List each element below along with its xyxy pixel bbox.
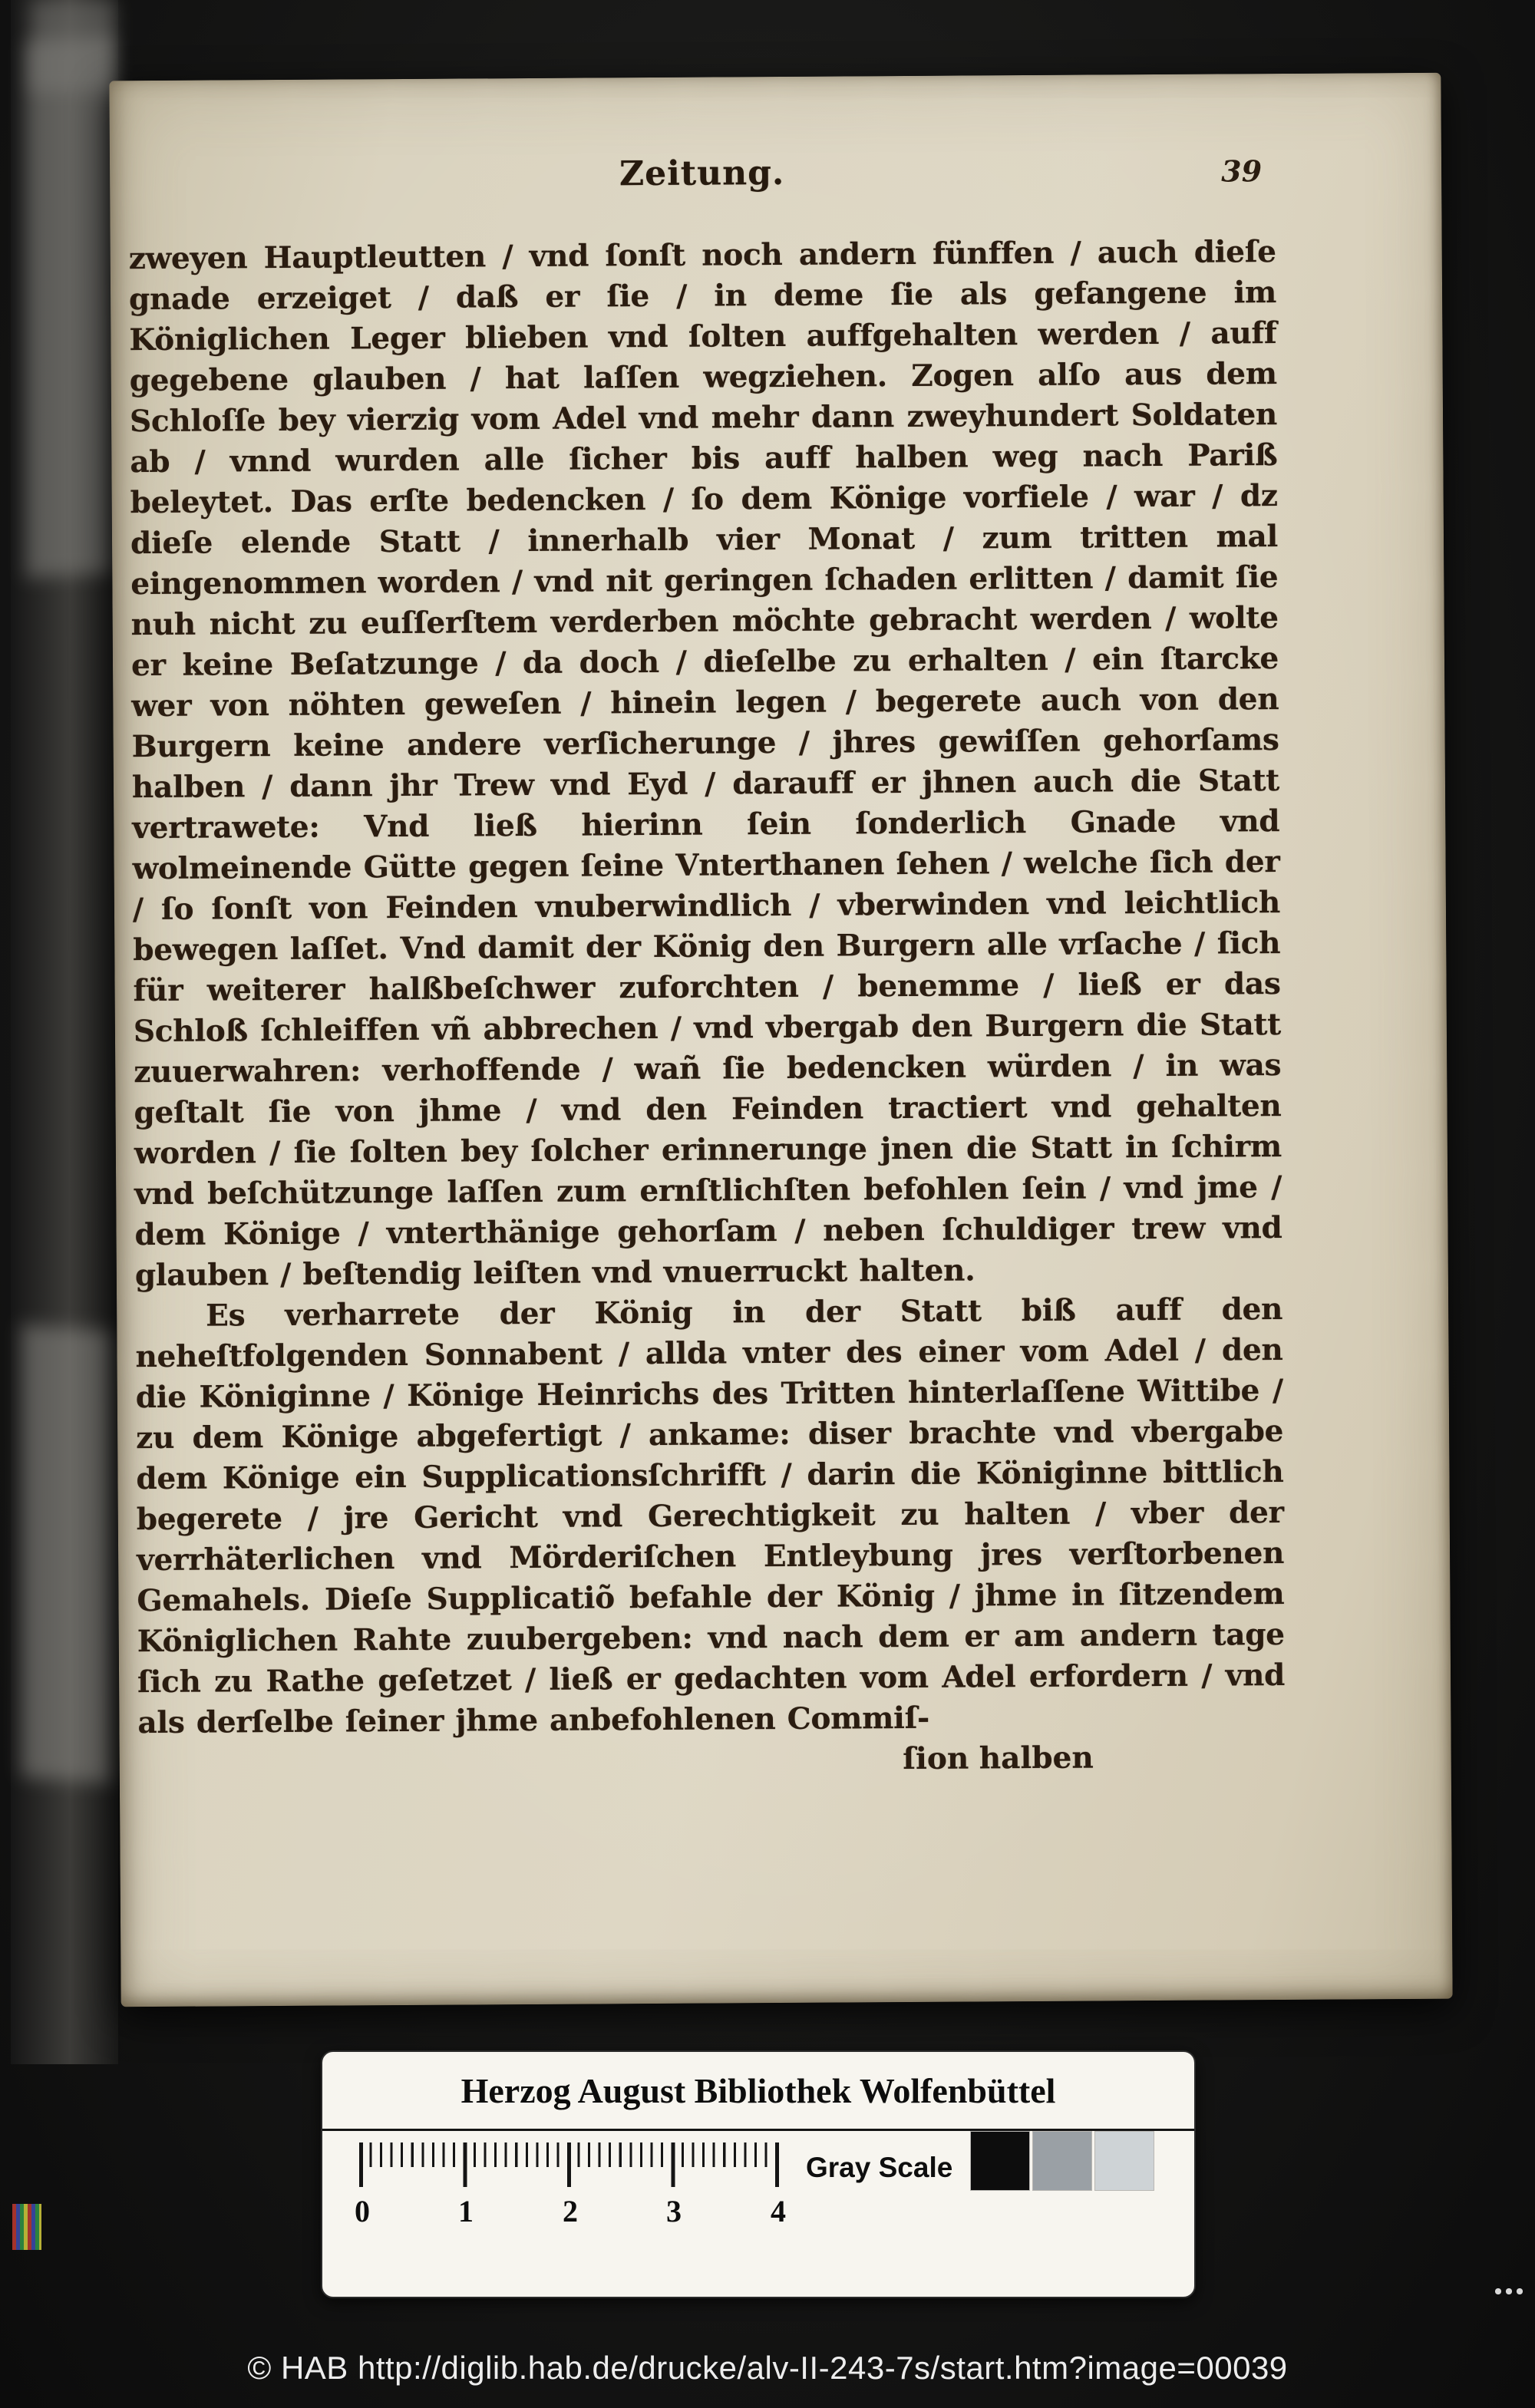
ruler-number-0: 0 — [355, 2194, 370, 2228]
page-stack-edge-corner — [31, 0, 115, 92]
ruler-number-4: 4 — [771, 2194, 786, 2228]
reference-scale-card — [321, 2050, 1196, 2298]
body-paragraph-1: zweyen Hauptleutten / vnd ſonſt noch andern fünffen / auch dieſe gnade erzeiget / daß er ſie / in deme ſie als gefangene im Königlichen Leger blieben vnd ſolten auffgehalten werden / auff gegebene glauben / hat laſſen wegziehen. Zogen alſo aus dem Schloſſe bey vierzig vom Adel vnd mehr dann zweyhundert Soldaten ab / vnnd wurden alle ſicher bis auff halben weg nach Pariß beleytet. Das erſte bedencken / ſo dem Könige vorfiele / war / dz dieſe elende Statt / innerhalb vier Monat / zum tritten mal eingenommen worden / vnd nit geringen ſchaden erlitten / damit ſie nuh nicht zu euſſerſtem verderben möchte gebracht werden / wolte er keine Beſatzunge / da doch / dieſelbe zu erhalten / ein ſtarcke wer von nöhten geweſen / hinein legen / begerete auch von den Burgern keine andere verſicherunge / jhres gewiſſen gehorſams halben / dann jhr Trew vnd Eyd / darauff er jhnen auch die Statt vertrawete: Vnd ließ hierinn ſein ſonderlich Gnade vnd wolmeinende Gütte gegen ſeine Vnterthanen ſehen / welche ſich der / ſo ſonſt von Feinden vnuberwindlich / vberwinden vnd leichtlich bewegen laſſet. Vnd damit der König den Burgern alle vrſache / ſich für weiterer halßbeſchwer zuforchten / benemme / ließ er das Schloß ſchleiffen vñ abbrechen / vnd vbergab den Burgern die Statt zuuerwahren: verhoffende / wañ ſie bedencken würden / in was geſtalt ſie von jhme / vnd den Feinden tractiert vnd gehalten worden / ſie ſolten bey ſolcher erinnerunge jnen die Statt in ſchirm vnd beſchützunge laſſen zum ernſtlichſten befohlen ſein / vnd jme / dem Könige / vnterthänige gehorſam / neben ſchuldiger trew vnd glauben / beſtendig leiſten vnd vnuerruckt halten. — [128, 234, 1282, 1294]
running-head — [128, 150, 1276, 202]
ruler-number-2: 2 — [563, 2194, 578, 2228]
film-edge-marks — [1494, 2285, 1526, 2297]
body-paragraph-2: Es verharrete der König in der Statt biß auff den neheſtfolgenden Sonnabent / allda vnter des einer vom Adel / den die Königinne / Könige Heinrichs des Tritten hinterlaſſene Wittibe / zu dem Könige abgefertigt / ankame: diser brachte vnd vbergabe dem Könige ein Supplicationsſchrifft / darin die Königinne bittlich begerete / jre Gericht vnd Gerechtigkeit zu halten / vber der verrhäterlichen vnd Mörderiſchen Entleybung jres verſtorbenen Gemahels. Dieſe Supplicatiõ befahle der König / jhme in ſitzendem Königlichen Rahte zuubergeben: vnd nach dem er am andern tage ſich zu Rathe geſetzet / ließ er gedachten vom Adel erfordern / vnd als derſelbe ſeiner jhme anbefohlenen Commiſ- — [135, 1291, 1286, 1741]
page-header-title: Zeitung. — [619, 153, 785, 194]
gray-scale-label: Gray Scale — [806, 2152, 953, 2183]
ruler-major-ticks — [359, 2142, 779, 2187]
ruler-number-1: 1 — [458, 2194, 474, 2228]
card-divider — [322, 2129, 1194, 2131]
library-name: Herzog August Bibliothek Wolfenbüttel — [460, 2071, 1056, 2110]
page-number: 39 — [1221, 153, 1263, 189]
page-stack-edge-top — [26, 36, 112, 578]
page-stack-edge-bottom — [21, 1324, 112, 1783]
scanned-page — [109, 73, 1452, 2007]
cm-ruler — [355, 2142, 804, 2250]
gray-swatch-black — [971, 2132, 1029, 2190]
page-content — [128, 150, 1286, 1784]
gray-scale-strip — [971, 2132, 1154, 2190]
catchword: ſion halben — [903, 1740, 1094, 1777]
ruler-number-3: 3 — [666, 2194, 682, 2228]
gray-swatch-light — [1095, 2132, 1154, 2190]
gray-swatch-mid — [1033, 2132, 1091, 2190]
copyright-caption: © HAB http://diglib.hab.de/drucke/alv-II-243-7s/start.htm?image=00039 — [247, 2350, 1288, 2386]
color-calibration-mark — [12, 2204, 41, 2250]
